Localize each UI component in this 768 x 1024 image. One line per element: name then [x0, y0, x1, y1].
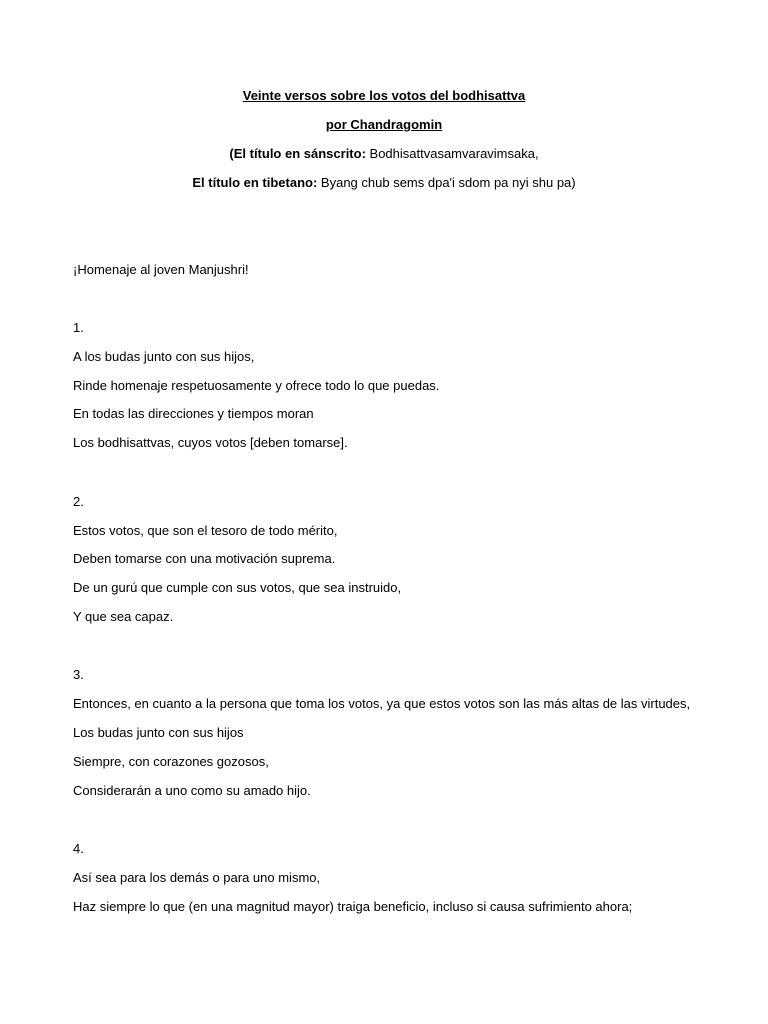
tibetan-title-line [0, 175, 768, 191]
verse-line: Siempre, con corazones gozosos, [73, 754, 269, 769]
document-author: por Chandragomin [325, 117, 443, 132]
verse-line: Los bodhisattvas, cuyos votos [deben tomarse]. [73, 435, 348, 450]
verse-line: Los budas junto con sus hijos [73, 725, 244, 740]
verse-line: Y que sea capaz. [73, 609, 174, 624]
verse-number: 4. [73, 841, 84, 856]
verse-line: Haz siempre lo que (en una magnitud mayor) traiga beneficio, incluso si causa sufrimiento ahora; [73, 899, 633, 914]
verse-number: 3. [73, 667, 84, 682]
verse-line: A los budas junto con sus hijos, [73, 349, 255, 364]
tibetan-title-value: Byang chub sems dpa'i sdom pa nyi shu pa) [317, 175, 576, 190]
verse-line: Así sea para los demás o para uno mismo, [73, 870, 321, 885]
sanskrit-title-line [0, 146, 768, 162]
verse-number: 1. [73, 320, 84, 335]
verse-line: Deben tomarse con una motivación suprema. [73, 551, 336, 566]
verse-line: Rinde homenaje respetuosamente y ofrece todo lo que puedas. [73, 378, 440, 393]
homage-line: ¡Homenaje al joven Manjushri! [73, 262, 249, 277]
tibetan-title-label: El título en tibetano: [192, 175, 318, 190]
verse-line: En todas las direcciones y tiempos moran [73, 406, 314, 421]
verse-line: Entonces, en cuanto a la persona que toma los votos, ya que estos votos son las más altas de las virtudes, [73, 696, 691, 711]
document-title: Veinte versos sobre los votos del bodhisattva [242, 88, 526, 103]
verse-line: Considerarán a uno como su amado hijo. [73, 783, 311, 798]
verse-number: 2. [73, 494, 84, 509]
sanskrit-title-label: (El título en sánscrito: [229, 146, 366, 161]
verse-line: De un gurú que cumple con sus votos, que sea instruido, [73, 580, 402, 595]
sanskrit-title-value: Bodhisattvasamvaravimsaka, [365, 146, 539, 161]
verse-line: Estos votos, que son el tesoro de todo mérito, [73, 523, 338, 538]
